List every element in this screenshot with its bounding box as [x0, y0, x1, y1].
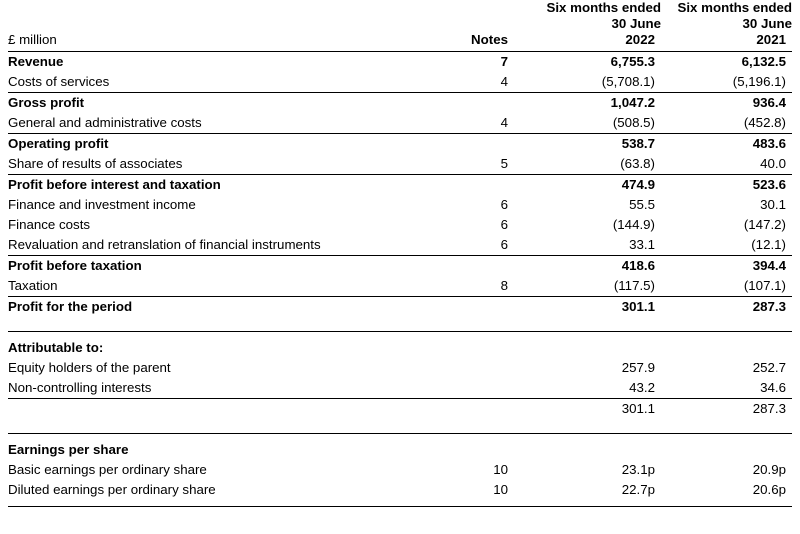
column-header-year-row	[8, 32, 792, 52]
row-label: Operating profit	[8, 136, 109, 151]
row-label: General and administrative costs	[8, 113, 440, 134]
attributable-heading-2022	[530, 338, 661, 358]
row-value-2021: 936.4	[752, 95, 786, 110]
row-value-2022: 6,755.3	[530, 52, 661, 73]
row-label: Finance costs	[8, 217, 91, 232]
row-label: Finance and investment income	[8, 197, 196, 212]
row-label: Share of results of associates	[8, 154, 440, 175]
attributable-heading-notes	[440, 338, 530, 358]
header-blank-cell	[8, 0, 440, 16]
row-label: Costs of services	[8, 72, 440, 93]
row-value-2022: 538.7	[621, 136, 655, 151]
row-value-2021: 34.6	[661, 378, 792, 399]
row-value-2022: 1,047.2	[610, 95, 655, 110]
header-2021-period: Six months ended	[677, 0, 792, 15]
income-statement-table	[8, 0, 792, 507]
header-2021-year: 2021	[756, 32, 786, 47]
row-notes	[440, 134, 530, 155]
header-2022-date: 30 June	[611, 16, 661, 31]
table-row	[8, 72, 792, 93]
row-value-2022: 257.9	[621, 360, 655, 375]
row-notes: 5	[440, 154, 530, 175]
row-label: Profit for the period	[8, 299, 133, 314]
row-value-2022: 22.7p	[621, 482, 655, 497]
row-value-2022: 301.1	[621, 299, 655, 314]
table-row	[8, 52, 792, 73]
column-header-top-row	[8, 0, 792, 16]
table-row	[8, 215, 792, 235]
row-notes	[440, 93, 530, 114]
header-blank-notes	[440, 0, 530, 16]
bottom-divider	[8, 507, 792, 508]
table-row	[8, 93, 792, 114]
row-label: Equity holders of the parent	[8, 360, 171, 375]
row-notes: 6	[500, 197, 508, 212]
row-value-2022: 43.2	[530, 378, 661, 399]
row-notes: 10	[493, 462, 508, 477]
table-row	[8, 134, 792, 155]
row-notes: 6	[500, 217, 508, 232]
eps-heading-2021	[661, 440, 792, 460]
row-value-2022: 418.6	[621, 258, 655, 273]
row-label: Profit before taxation	[8, 258, 142, 273]
row-value-2022: (5,708.1)	[530, 72, 661, 93]
section-gap-2	[8, 419, 792, 434]
row-label: Taxation	[8, 276, 440, 297]
eps-heading-notes	[440, 440, 530, 460]
row-label: Revenue	[8, 52, 440, 73]
row-value-2021: (12.1)	[661, 235, 792, 256]
table-row	[8, 276, 792, 297]
row-value-2021: 523.6	[752, 177, 786, 192]
attributable-heading: Attributable to:	[8, 340, 104, 355]
row-label	[8, 399, 440, 420]
row-value-2022: (508.5)	[530, 113, 661, 134]
row-value-2021: 40.0	[661, 154, 792, 175]
row-notes	[440, 175, 530, 196]
table-row	[8, 480, 792, 500]
attributable-heading-2021	[661, 338, 792, 358]
row-value-2022: 301.1	[621, 401, 655, 416]
row-value-2021: 287.3	[752, 401, 786, 416]
row-label: Gross profit	[8, 95, 85, 110]
eps-heading: Earnings per share	[8, 442, 129, 457]
table-row	[8, 358, 792, 378]
row-notes	[440, 297, 530, 318]
row-notes: 8	[440, 276, 530, 297]
row-value-2022: 33.1	[530, 235, 661, 256]
row-notes: 4	[440, 72, 530, 93]
table-row	[8, 256, 792, 277]
row-value-2021: (5,196.1)	[661, 72, 792, 93]
row-notes	[440, 358, 530, 378]
row-value-2022: (63.8)	[530, 154, 661, 175]
row-notes: 7	[440, 52, 530, 73]
row-label: Profit before interest and taxation	[8, 177, 221, 192]
table-row	[8, 175, 792, 196]
row-value-2021: 483.6	[752, 136, 786, 151]
row-value-2021: (452.8)	[661, 113, 792, 134]
row-notes	[440, 256, 530, 277]
attributable-heading-row	[8, 338, 792, 358]
table-row	[8, 195, 792, 215]
table-row	[8, 460, 792, 480]
table-row	[8, 235, 792, 256]
row-value-2022: 23.1p	[621, 462, 655, 477]
row-notes: 10	[493, 482, 508, 497]
row-value-2022: 474.9	[621, 177, 655, 192]
row-value-2021: (147.2)	[743, 217, 786, 232]
header-2021-date: 30 June	[742, 16, 792, 31]
eps-heading-2022	[530, 440, 661, 460]
row-value-2022: 55.5	[629, 197, 655, 212]
table-row	[8, 297, 792, 318]
row-label: Diluted earnings per ordinary share	[8, 482, 216, 497]
section-gap	[8, 317, 792, 332]
row-value-2021: 287.3	[752, 299, 786, 314]
row-value-2021: 394.4	[752, 258, 786, 273]
row-value-2022: (144.9)	[612, 217, 655, 232]
row-notes: 4	[440, 113, 530, 134]
header-2022-period: Six months ended	[546, 0, 661, 15]
row-value-2021: 20.6p	[752, 482, 786, 497]
table-row	[8, 154, 792, 175]
column-header-date-row	[8, 16, 792, 32]
header-2022-year: 2022	[625, 32, 655, 47]
row-value-2022: (117.5)	[530, 276, 661, 297]
notes-header: Notes	[471, 32, 508, 47]
header-blank-notes-2	[440, 16, 530, 32]
table-row	[8, 378, 792, 399]
table-row-total	[8, 399, 792, 420]
row-label: Non-controlling interests	[8, 378, 440, 399]
row-notes	[440, 378, 530, 399]
row-label: Revaluation and retranslation of financial instruments	[8, 235, 440, 256]
row-notes: 6	[440, 235, 530, 256]
header-blank-cell-2	[8, 16, 440, 32]
unit-label: £ million	[8, 32, 57, 47]
table-row	[8, 113, 792, 134]
row-value-2021: 252.7	[752, 360, 786, 375]
row-notes	[440, 399, 530, 420]
row-value-2021: (107.1)	[661, 276, 792, 297]
row-label: Basic earnings per ordinary share	[8, 462, 207, 477]
row-value-2021: 30.1	[760, 197, 786, 212]
row-value-2021: 20.9p	[752, 462, 786, 477]
row-value-2021: 6,132.5	[661, 52, 792, 73]
eps-heading-row	[8, 440, 792, 460]
